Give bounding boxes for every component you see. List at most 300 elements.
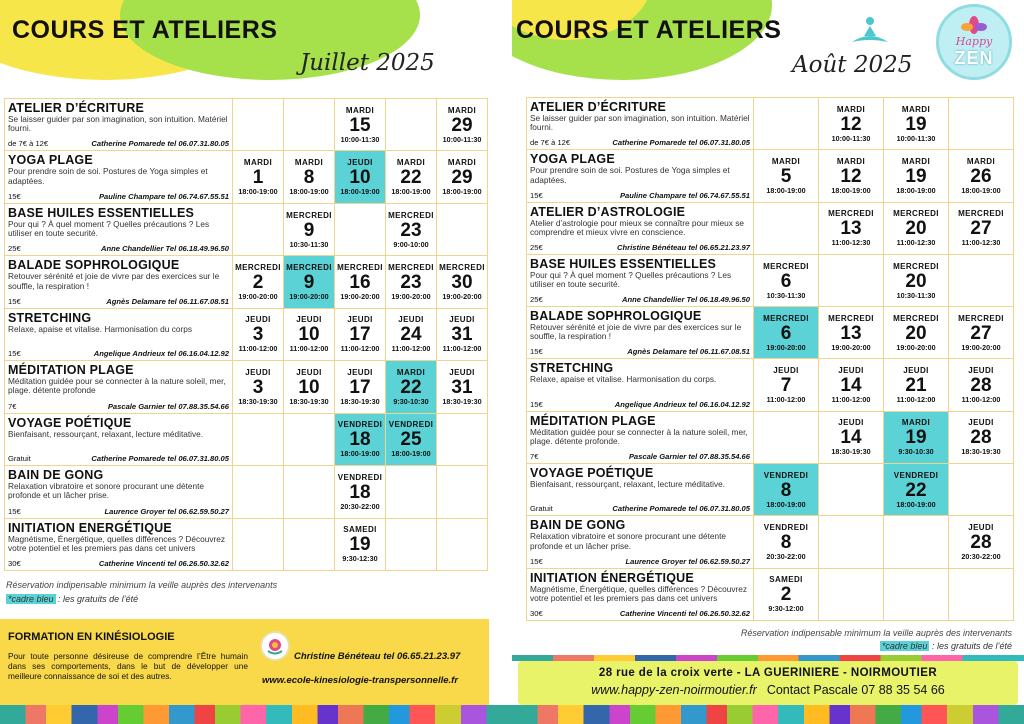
reservation-note: Réservation indipensable minimum la veille auprès des intervenants — [6, 580, 278, 590]
session-cell — [949, 307, 1013, 358]
session-time: 19:00-20:00 — [289, 292, 329, 302]
activity-cell — [527, 150, 753, 201]
empty-cell — [386, 519, 436, 570]
session-day: VENDREDI — [763, 470, 809, 480]
activity-name: MÉDITATION PLAGE — [530, 413, 656, 428]
happy-zen-logo — [936, 4, 1012, 80]
session-cell — [819, 150, 883, 201]
activity-name: VOYAGE POÉTIQUE — [8, 415, 132, 430]
activity-price: 7€ — [8, 401, 17, 411]
session-cell — [754, 255, 818, 306]
activity-footer — [530, 347, 750, 356]
session-cell — [233, 151, 283, 202]
formation-box — [0, 619, 489, 705]
session-cell — [335, 519, 385, 570]
session-cell — [386, 309, 436, 360]
activity-price: 15€ — [530, 399, 543, 409]
session-cell — [335, 466, 385, 517]
activity-cell — [5, 519, 232, 570]
session-cell — [386, 204, 436, 255]
activity-cell — [527, 359, 753, 410]
session-time: 19:00-20:00 — [391, 292, 431, 302]
legend — [6, 594, 138, 604]
session-time: 9:30-10:30 — [393, 396, 429, 406]
page-august — [512, 0, 1024, 724]
session-cell — [386, 256, 436, 307]
session-day: MERCREDI — [439, 263, 485, 273]
session-cell — [335, 309, 385, 360]
session-date: 23 — [400, 219, 422, 241]
empty-cell — [819, 516, 883, 567]
session-day: JEUDI — [838, 418, 864, 428]
formation-website-link[interactable]: www.ecole-kinesiologie-transpersonnelle.fr — [262, 675, 459, 686]
session-day: MARDI — [901, 156, 931, 166]
session-date: 2 — [252, 272, 264, 294]
session-time: 11:00-12:00 — [961, 395, 1001, 405]
session-date: 28 — [970, 427, 992, 449]
session-cell — [754, 307, 818, 358]
session-date: 20 — [905, 218, 927, 240]
session-time: 19:00-20:00 — [340, 292, 380, 302]
activity-cell — [5, 414, 232, 465]
activity-name: BAIN DE GONG — [8, 468, 104, 483]
session-cell — [949, 412, 1013, 463]
session-cell — [335, 414, 385, 465]
empty-cell — [884, 516, 948, 567]
activity-description: Relaxe, apaise et vitalise. Harmonisation du corps. — [530, 374, 717, 385]
activity-teacher: Agnès Delamare tel 06.11.67.08.51 — [106, 296, 229, 306]
session-cell — [437, 151, 487, 202]
session-time: 19:00-20:00 — [238, 292, 278, 302]
session-day: JEUDI — [398, 315, 424, 325]
activity-price: 7€ — [530, 452, 539, 462]
session-time: 11:00-12:00 — [442, 344, 482, 354]
activity-teacher: Pascale Garnier tel 07.88.35.54.66 — [628, 452, 750, 462]
activity-price: 25€ — [530, 242, 543, 252]
session-cell — [819, 98, 883, 149]
session-day: JEUDI — [347, 367, 373, 377]
activity-price: 25€ — [530, 295, 543, 305]
session-date: 28 — [970, 375, 992, 397]
session-date: 29 — [451, 167, 473, 189]
session-date: 20 — [905, 270, 927, 292]
session-time: 18:30-19:30 — [289, 396, 329, 406]
contact-line — [518, 683, 1018, 697]
schedule-table — [4, 98, 488, 571]
activity-name: ATELIER D’ASTROLOGIE — [530, 204, 686, 219]
session-date: 24 — [400, 324, 422, 346]
activity-cell — [5, 361, 232, 412]
activity-teacher: Catherine Vincenti tel 06.26.50.32.62 — [98, 558, 229, 568]
activity-teacher: Anne Chandellier Tel 06.18.49.96.50 — [100, 244, 229, 254]
activity-price: 15€ — [8, 296, 21, 306]
activity-description: Magnétisme, Énergétique, quelles différences ? Découvrez votre potentiel et les premiers pas dans cet univers — [530, 583, 748, 603]
activity-cell — [5, 151, 232, 202]
session-cell — [233, 256, 283, 307]
empty-cell — [949, 98, 1013, 149]
activity-cell — [527, 203, 753, 254]
session-time: 18:00-19:00 — [442, 187, 482, 197]
empty-cell — [386, 99, 436, 150]
empty-cell — [233, 204, 283, 255]
session-day: MERCREDI — [763, 313, 809, 323]
session-date: 13 — [840, 322, 862, 344]
activity-price: Gratuit — [8, 454, 31, 464]
activity-name: STRETCHING — [530, 361, 614, 376]
legend — [880, 641, 1012, 651]
session-cell — [335, 361, 385, 412]
session-time: 18:00-19:00 — [391, 187, 431, 197]
session-day: SAMEDI — [769, 575, 803, 585]
activity-cell — [5, 466, 232, 517]
legend-text: : les gratuits de l’été — [55, 594, 139, 604]
session-cell — [754, 359, 818, 410]
session-cell — [884, 98, 948, 149]
session-cell — [754, 150, 818, 201]
empty-cell — [884, 569, 948, 620]
activity-footer — [530, 452, 750, 461]
session-time: 9:00-10:00 — [393, 239, 429, 249]
session-date: 22 — [400, 167, 422, 189]
session-time: 10:30-11:30 — [289, 239, 329, 249]
session-time: 20:30-22:00 — [766, 552, 806, 562]
activity-name: YOGA PLAGE — [8, 153, 93, 168]
activity-name: BALADE SOPHROLOGIQUE — [530, 309, 702, 324]
activity-footer — [530, 557, 750, 566]
session-cell — [754, 464, 818, 515]
activity-description: Pour prendre soin de soi. Postures de Yoga simples et adaptées. — [8, 166, 208, 186]
session-day: MARDI — [901, 418, 931, 428]
session-date: 12 — [840, 113, 862, 135]
activity-description: Atelier d’astrologie pour mieux se connaître pour mieux se comprendre et mieux vivre en conscience. — [530, 217, 744, 237]
session-day: MERCREDI — [235, 263, 281, 273]
website-link[interactable]: www.happy-zen-noirmoutier.fr — [591, 683, 757, 697]
session-day: JEUDI — [968, 366, 994, 376]
month-title: Août 2025 — [792, 52, 913, 78]
activity-footer — [530, 504, 750, 513]
activity-description: Méditation guidée pour se connecter à la nature soleil, mer, plage. détente profonde — [8, 376, 226, 396]
activity-price: 30€ — [8, 558, 21, 568]
empty-cell — [437, 204, 487, 255]
session-day: MARDI — [901, 104, 931, 114]
session-cell — [884, 307, 948, 358]
session-date: 27 — [970, 218, 992, 240]
session-day: VENDREDI — [763, 523, 809, 533]
activity-footer — [8, 244, 229, 253]
empty-cell — [754, 203, 818, 254]
legend-key: *cadre bleu — [8, 594, 54, 604]
session-day: JEUDI — [347, 158, 373, 168]
session-cell — [335, 256, 385, 307]
meditation-icon — [848, 16, 892, 46]
legend-text: : les gratuits de l’été — [929, 641, 1012, 651]
activity-teacher: Angelique Andrieux tel 06.16.04.12.92 — [93, 349, 229, 359]
activity-teacher: Catherine Pomarede tel 06.07.31.80.05 — [91, 454, 229, 464]
session-time: 18:00-19:00 — [391, 449, 431, 459]
activity-name: BASE HUILES ESSENTIELLES — [8, 205, 195, 220]
session-day: MARDI — [396, 158, 426, 168]
session-cell — [949, 203, 1013, 254]
session-date: 17 — [349, 376, 371, 398]
session-time: 19:00-20:00 — [766, 342, 806, 352]
session-time: 18:30-19:30 — [831, 447, 871, 457]
session-time: 18:00-19:00 — [340, 187, 380, 197]
session-time: 11:00-12:00 — [831, 395, 871, 405]
session-time: 18:00-19:00 — [238, 187, 278, 197]
session-date: 19 — [905, 427, 927, 449]
empty-cell — [233, 414, 283, 465]
session-date: 8 — [303, 167, 315, 189]
activity-description: Relaxe, apaise et vitalise. Harmonisation du corps — [8, 323, 193, 334]
session-cell — [884, 203, 948, 254]
session-date: 23 — [400, 272, 422, 294]
session-day: MARDI — [294, 158, 324, 168]
session-date: 25 — [400, 429, 422, 451]
empty-cell — [284, 414, 334, 465]
session-day: MARDI — [836, 156, 866, 166]
activity-cell — [527, 307, 753, 358]
formation-text: Pour toute personne désireuse de comprendre l’Être humain dans ses comportements, dans le but de développer une meilleure connaissance de soi et des autres. — [8, 651, 248, 681]
activity-cell — [527, 255, 753, 306]
session-day: JEUDI — [838, 366, 864, 376]
session-cell — [819, 359, 883, 410]
session-day: MARDI — [836, 104, 866, 114]
session-date: 26 — [970, 165, 992, 187]
activity-teacher: Catherine Vincenti tel 06.26.50.32.62 — [619, 608, 750, 618]
session-day: MERCREDI — [893, 261, 939, 271]
session-date: 1 — [252, 167, 264, 189]
activity-name: YOGA PLAGE — [530, 152, 615, 167]
empty-cell — [949, 255, 1013, 306]
empty-cell — [284, 99, 334, 150]
legend-key: *cadre bleu — [881, 641, 928, 651]
session-cell — [233, 361, 283, 412]
session-day: JEUDI — [245, 315, 271, 325]
session-time: 18:00-19:00 — [340, 449, 380, 459]
activity-name: VOYAGE POÉTIQUE — [530, 466, 654, 481]
activity-price: 15€ — [8, 506, 21, 516]
activity-footer — [8, 297, 229, 306]
session-time: 19:00-20:00 — [831, 342, 871, 352]
activity-teacher: Agnès Delamare tel 06.11.67.08.51 — [627, 347, 750, 357]
empty-cell — [819, 464, 883, 515]
activity-description: Méditation guidée pour se connecter à la nature soleil, mer, plage. détente profonde. — [530, 426, 748, 446]
session-time: 18:30-19:30 — [340, 396, 380, 406]
session-date: 3 — [252, 324, 264, 346]
activity-footer — [530, 609, 750, 618]
session-day: MARDI — [243, 158, 273, 168]
session-time: 19:00-20:00 — [896, 342, 936, 352]
activity-description: Bienfaisant, ressourçant, relaxant, lecture méditative. — [530, 479, 726, 490]
session-time: 10:30-11:30 — [896, 290, 936, 300]
page-title: COURS ET ATELIERS — [516, 16, 782, 44]
activity-price: 15€ — [530, 556, 543, 566]
session-date: 16 — [349, 272, 371, 294]
activity-name: ATELIER D’ÉCRITURE — [530, 100, 667, 114]
session-day: MARDI — [966, 156, 996, 166]
session-date: 6 — [780, 322, 792, 344]
session-time: 9:30-12:00 — [768, 604, 804, 614]
activity-teacher: Laurence Groyer tel 06.62.59.50.27 — [104, 506, 229, 516]
activity-footer — [8, 454, 229, 463]
session-day: MARDI — [447, 158, 477, 168]
session-date: 10 — [298, 324, 320, 346]
session-date: 2 — [780, 584, 792, 606]
activity-description: Pour prendre soin de soi. Postures de Yoga simples et adaptées. — [530, 165, 730, 185]
logo-bottom-text: ZEN — [954, 48, 994, 68]
session-date: 7 — [780, 375, 792, 397]
session-date: 9 — [303, 219, 315, 241]
session-time: 11:00-12:00 — [340, 344, 380, 354]
session-date: 5 — [780, 165, 792, 187]
session-cell — [884, 359, 948, 410]
session-cell — [386, 361, 436, 412]
activity-footer — [8, 139, 229, 148]
activity-cell — [5, 99, 232, 150]
session-cell — [949, 516, 1013, 567]
activity-description: Relaxation vibratoire et sonore procurant une détente profonde et un lâcher prise. — [530, 531, 727, 551]
session-cell — [386, 414, 436, 465]
activity-teacher: Laurence Groyer tel 06.62.59.50.27 — [625, 556, 750, 566]
empty-cell — [284, 466, 334, 517]
session-day: MERCREDI — [388, 210, 434, 220]
session-time: 18:30-19:30 — [961, 447, 1001, 457]
activity-description: Bienfaisant, ressourçant, relaxant, lecture méditative. — [8, 428, 204, 439]
session-cell — [949, 359, 1013, 410]
contact-phone: Contact Pascale 07 88 35 54 66 — [766, 683, 945, 697]
session-date: 14 — [840, 375, 862, 397]
activity-description: Pour qui ? À quel moment ? Quelles précautions ? Les utiliser en toute securité. — [8, 218, 210, 239]
session-day: MERCREDI — [763, 261, 809, 271]
session-time: 11:00-12:00 — [289, 344, 329, 354]
activity-description: Pour qui ? À quel moment ? Quelles précautions ? Les utiliser en toute securité. — [530, 269, 732, 290]
activity-cell — [5, 204, 232, 255]
empty-cell — [335, 204, 385, 255]
session-date: 18 — [349, 481, 371, 503]
session-day: MARDI — [447, 105, 477, 115]
activity-teacher: Catherine Pomarede tel 06.07.31.80.05 — [612, 504, 750, 514]
session-date: 19 — [905, 113, 927, 135]
activity-description: Relaxation vibratoire et sonore procurant une détente profonde et un lâcher prise. — [8, 481, 205, 501]
session-cell — [335, 151, 385, 202]
activity-teacher: Pascale Garnier tel 07.88.35.54.66 — [107, 401, 229, 411]
activity-footer — [8, 402, 229, 411]
session-day: JEUDI — [449, 367, 475, 377]
activity-teacher: Catherine Pomarede tel 06.07.31.80.05 — [612, 138, 750, 148]
activity-price: 15€ — [8, 191, 21, 201]
session-date: 18 — [349, 429, 371, 451]
activity-price: de 7€ à 12€ — [8, 139, 49, 149]
empty-cell — [437, 519, 487, 570]
lotus-icon — [959, 15, 989, 35]
session-time: 18:00-19:00 — [766, 185, 806, 195]
activity-teacher: Anne Chandellier Tel 06.18.49.96.50 — [621, 295, 750, 305]
session-day: MARDI — [345, 105, 375, 115]
session-date: 29 — [451, 114, 473, 136]
session-cell — [819, 307, 883, 358]
session-day: MERCREDI — [958, 209, 1004, 219]
session-cell — [284, 256, 334, 307]
empty-cell — [819, 569, 883, 620]
activity-footer — [530, 295, 750, 304]
session-time: 10:00-11:30 — [442, 134, 482, 144]
activity-teacher: Catherine Pomarede tel 06.07.31.80.05 — [91, 139, 229, 149]
session-time: 9:30-12:30 — [342, 554, 378, 564]
session-day: MARDI — [771, 156, 801, 166]
session-day: VENDREDI — [337, 420, 383, 430]
session-day: JEUDI — [347, 315, 373, 325]
session-time: 10:00-11:30 — [896, 133, 936, 143]
session-time: 18:30-19:30 — [442, 396, 482, 406]
activity-cell — [5, 309, 232, 360]
session-date: 15 — [349, 114, 371, 136]
empty-cell — [233, 519, 283, 570]
session-time: 11:00-12:30 — [896, 238, 936, 248]
activity-teacher: Angelique Andrieux tel 06.16.04.12.92 — [614, 399, 750, 409]
empty-cell — [386, 466, 436, 517]
session-day: MERCREDI — [828, 313, 874, 323]
session-cell — [819, 203, 883, 254]
activity-cell — [5, 256, 232, 307]
activity-footer — [530, 400, 750, 409]
session-cell — [754, 569, 818, 620]
activity-cell — [527, 516, 753, 567]
session-day: JEUDI — [245, 367, 271, 377]
activity-footer — [8, 507, 229, 516]
empty-cell — [233, 99, 283, 150]
session-day: MERCREDI — [388, 263, 434, 273]
session-time: 18:00-19:00 — [896, 499, 936, 509]
activity-name: BASE HUILES ESSENTIELLES — [530, 256, 717, 271]
empty-cell — [819, 255, 883, 306]
empty-cell — [754, 412, 818, 463]
session-cell — [884, 464, 948, 515]
address: 28 rue de la croix verte - LA GUERINIERE - NOIRMOUTIER — [598, 667, 938, 679]
session-cell — [819, 412, 883, 463]
empty-cell — [233, 466, 283, 517]
activity-name: MÉDITATION PLAGE — [8, 363, 134, 378]
session-time: 18:00-19:00 — [831, 185, 871, 195]
session-time: 18:00-19:00 — [289, 187, 329, 197]
session-date: 22 — [400, 376, 422, 398]
session-time: 19:00-20:00 — [442, 292, 482, 302]
session-day: JEUDI — [296, 367, 322, 377]
session-date: 8 — [780, 479, 792, 501]
session-day: MERCREDI — [286, 210, 332, 220]
session-date: 27 — [970, 322, 992, 344]
session-day: JEUDI — [903, 366, 929, 376]
session-date: 22 — [905, 479, 927, 501]
session-date: 28 — [970, 532, 992, 554]
session-time: 18:00-19:00 — [896, 185, 936, 195]
session-day: MERCREDI — [893, 209, 939, 219]
session-cell — [437, 256, 487, 307]
session-cell — [884, 412, 948, 463]
session-time: 20:30-22:00 — [961, 552, 1001, 562]
session-day: MERCREDI — [893, 313, 939, 323]
session-time: 20:30-22:00 — [340, 501, 380, 511]
session-date: 3 — [252, 376, 264, 398]
activity-name: INITIATION ENERGÉTIQUE — [8, 520, 172, 535]
activity-teacher: Pauline Champare tel 06.74.67.55.51 — [98, 191, 229, 201]
empty-cell — [949, 569, 1013, 620]
page-title: COURS ET ATELIERS — [12, 16, 278, 44]
formation-heading: FORMATION EN KINÉSIOLOGIE — [8, 631, 175, 643]
empty-cell — [754, 98, 818, 149]
month-title: Juillet 2025 — [300, 50, 435, 76]
session-cell — [335, 99, 385, 150]
activity-description: Retouver sérénité et joie de vivre par des exercices sur le souffle, la respiration ! — [8, 271, 220, 291]
